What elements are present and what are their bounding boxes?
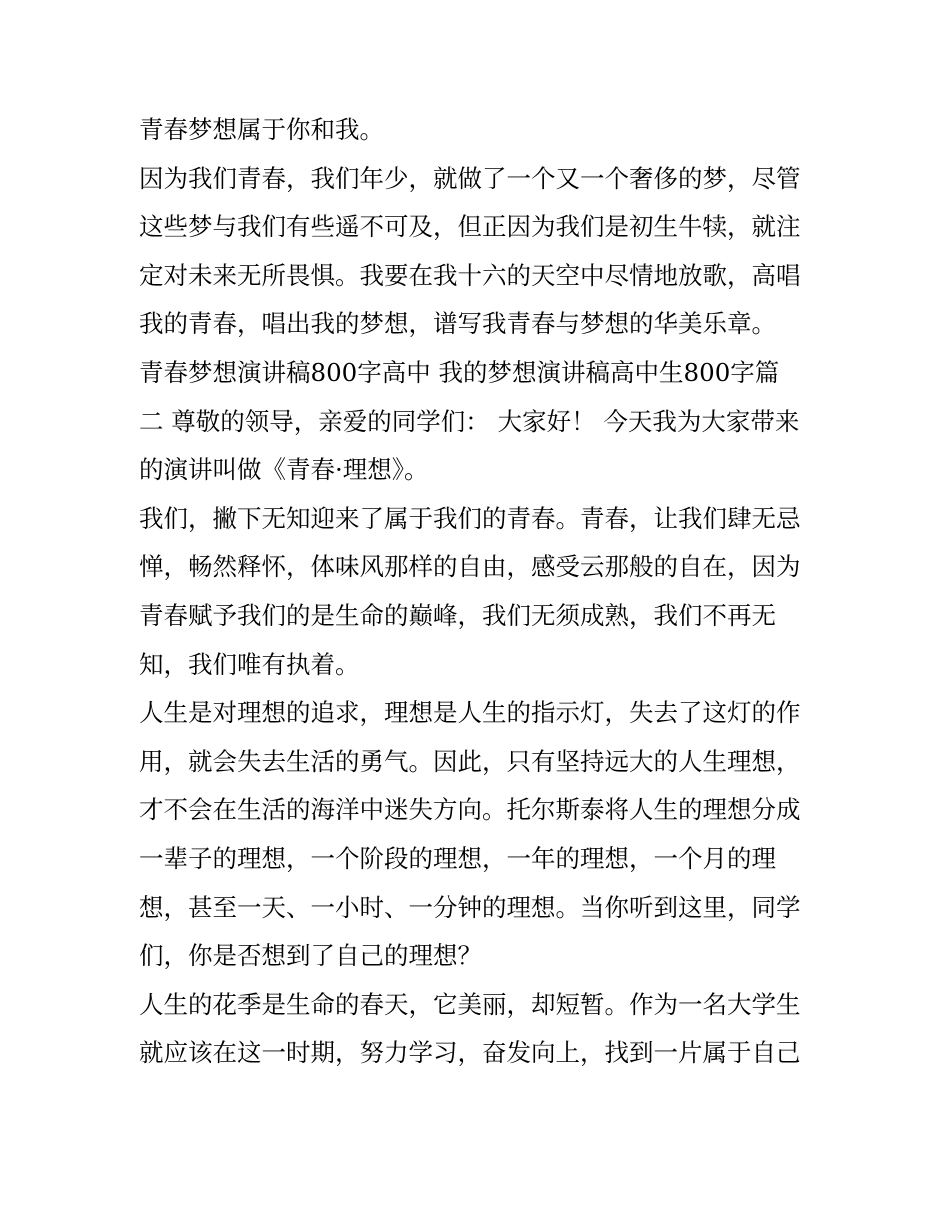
text-line: 知，我们唯有执着。 [139, 649, 360, 679]
text-line: 就应该在这一时期，努力学习，奋发向上，找到一片属于自己 [139, 1038, 801, 1068]
text-line: 我的青春，唱出我的梦想，谱写我青春与梦想的华美乐章。 [139, 309, 776, 339]
text-line: 才不会在生活的海洋中迷失方向。托尔斯泰将人生的理想分成 [139, 795, 801, 825]
text-line: 们，你是否想到了自己的理想？ [139, 941, 482, 971]
text-line: 青春梦想属于你和我。 [139, 115, 384, 144]
text-line: 人生是对理想的追求，理想是人生的指示灯，失去了这灯的作 [139, 698, 801, 728]
text-line: 惮，畅然释怀，体味风那样的自由，感受云那般的自在，因为 [139, 552, 801, 582]
body-text [139, 106, 815, 1078]
text-line: 人生的花季是生命的春天，它美丽，却短暂。作为一名大学生 [139, 989, 801, 1019]
text-line: 定对未来无所畏惧。我要在我十六的天空中尽情地放歌，高唱 [139, 260, 801, 290]
text-line: 我们，撇下无知迎来了属于我们的青春。青春，让我们肆无忌 [139, 503, 801, 533]
text-line: 因为我们青春，我们年少，就做了一个又一个奢侈的梦，尽管 [139, 163, 801, 193]
text-line: 青春赋予我们的是生命的巅峰，我们无须成熟，我们不再无 [139, 600, 776, 630]
text-line: 想，甚至一天、一小时、一分钟的理想。当你听到这里，同学 [139, 892, 801, 922]
text-line: 二 尊敬的领导，亲爱的同学们： 大家好！ 今天我为大家带来 [139, 406, 800, 436]
text-line: 的演讲叫做《青春·理想》。 [139, 455, 429, 485]
text-line: 用，就会失去生活的勇气。因此，只有坚持远大的人生理想， [139, 746, 801, 776]
text-line: 这些梦与我们有些遥不可及，但正因为我们是初生牛犊，就注 [139, 212, 801, 242]
text-line: 一辈子的理想，一个阶段的理想，一年的理想，一个月的理 [139, 843, 776, 873]
text-line: 青春梦想演讲稿800字高中 我的梦想演讲稿高中生800字篇 [139, 357, 780, 387]
